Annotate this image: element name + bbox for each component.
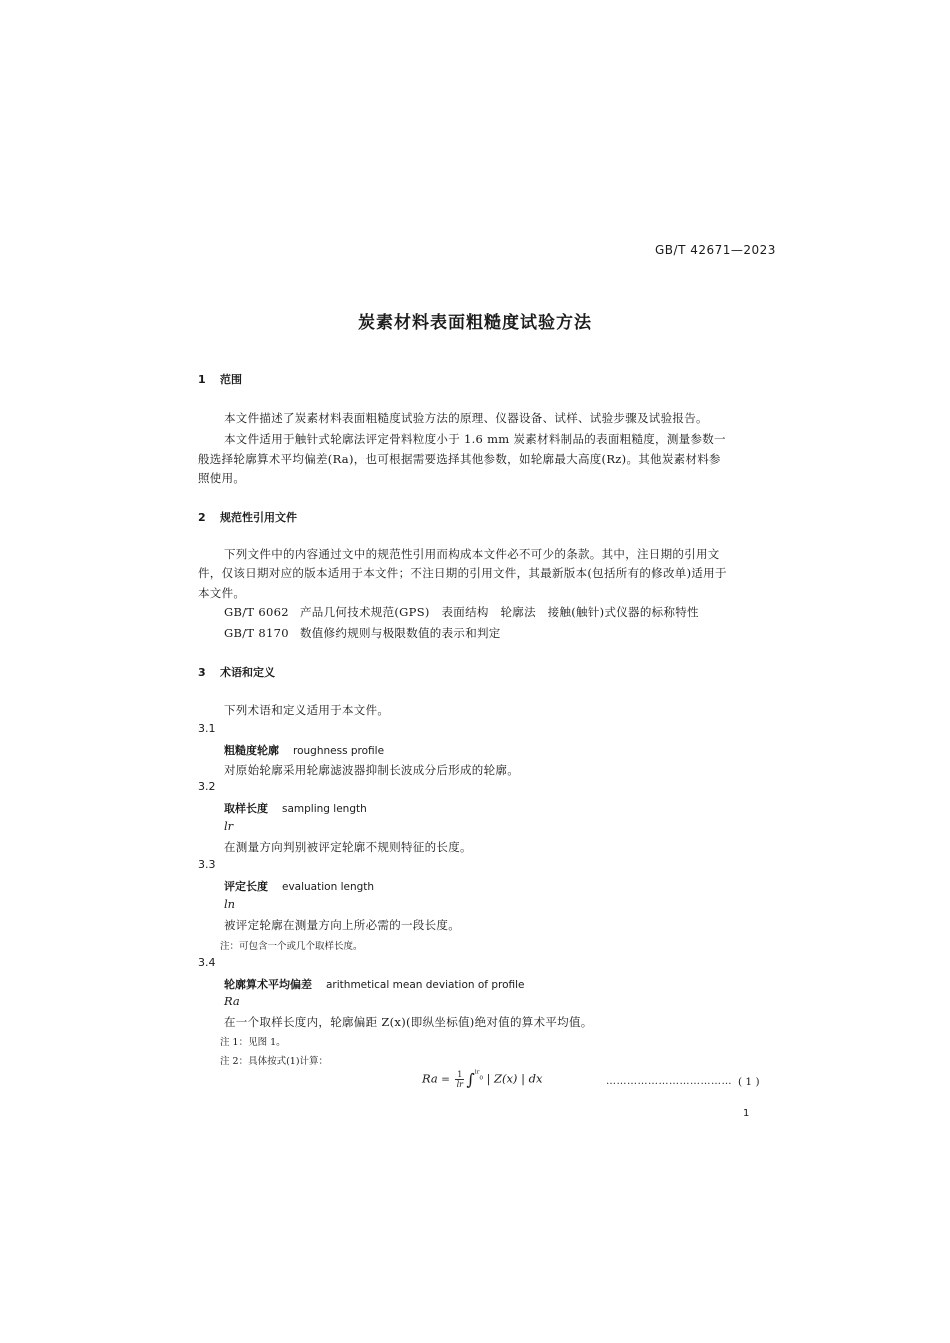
integral-lower-limit: 0 (479, 1075, 484, 1082)
reference-title: 数值修约规则与极限数值的表示和判定 (300, 626, 501, 640)
term-en: arithmetical mean deviation of profile (326, 979, 525, 991)
clause-number: 3.1 (198, 722, 216, 735)
term-definition: 在测量方向判别被评定轮廓不规则特征的长度。 (224, 840, 472, 854)
reference-code: GB/T 6062 (224, 605, 289, 619)
formula-integrand: | Z(x) | dx (486, 1071, 543, 1086)
reference-code: GB/T 8170 (224, 626, 289, 640)
section-1-paragraph: 般选择轮廓算术平均偏差(Ra)，也可根据需要选择其他参数，如轮廓最大高度(Rz)。其他炭素材料参 (198, 452, 721, 466)
clause-number: 3.4 (198, 956, 216, 969)
section-title: 术语和定义 (220, 666, 275, 679)
fraction-denominator: lr (456, 1080, 464, 1089)
term-entry (224, 976, 525, 992)
term-zh: 轮廓算术平均偏差 (224, 978, 312, 991)
term-zh: 评定长度 (224, 880, 268, 893)
section-1-paragraph: 照使用。 (198, 471, 246, 485)
section-number: 2 (198, 511, 206, 524)
section-2-paragraph: 下列文件中的内容通过文中的规范性引用而构成本文件必不可少的条款。其中，注日期的引用文 (224, 547, 720, 561)
formula-ra (422, 1070, 542, 1089)
clause-number: 3.3 (198, 858, 216, 871)
standard-number: GB/T 42671—2023 (655, 243, 776, 257)
formula-fraction (455, 1070, 464, 1089)
section-1-heading (198, 371, 242, 387)
formula-number: ( 1 ) (738, 1076, 760, 1088)
term-zh: 粗糙度轮廓 (224, 744, 279, 757)
integral-limits (474, 1070, 484, 1082)
term-definition: 被评定轮廓在测量方向上所必需的一段长度。 (224, 918, 460, 932)
normative-reference (224, 604, 699, 620)
section-3-heading (198, 664, 275, 680)
section-1-paragraph: 本文件适用于触针式轮廓法评定骨料粒度小于 1.6 mm 炭素材料制品的表面粗糙度，测量参数一 (224, 432, 726, 446)
term-en: evaluation length (282, 881, 375, 893)
document-title: 炭素材料表面粗糙度试验方法 (358, 313, 592, 333)
term-zh: 取样长度 (224, 802, 268, 815)
section-number: 1 (198, 373, 206, 386)
formula-lhs: Ra (422, 1071, 438, 1086)
section-2-paragraph: 本文件。 (198, 586, 246, 600)
normative-reference (224, 625, 501, 641)
section-number: 3 (198, 666, 206, 679)
term-entry (224, 742, 384, 758)
section-title: 范围 (220, 373, 242, 386)
term-definition: 在一个取样长度内，轮廓偏距 Z(x)(即纵坐标值)绝对值的算术平均值。 (224, 1015, 593, 1029)
reference-title: 产品几何技术规范(GPS) 表面结构 轮廓法 接触(触针)式仪器的标称特性 (300, 605, 699, 619)
term-entry (224, 800, 367, 816)
term-definition: 对原始轮廓采用轮廓滤波器抑制长波成分后形成的轮廓。 (224, 763, 519, 777)
integral-upper-limit: lr (474, 1070, 480, 1076)
term-symbol: ln (224, 897, 236, 911)
formula-leader-dots: ……………………………… (606, 1076, 732, 1087)
section-3-intro: 下列术语和定义适用于本文件。 (224, 703, 390, 717)
page-number: 1 (743, 1108, 750, 1119)
term-entry (224, 878, 374, 894)
section-2-paragraph: 件，仅该日期对应的版本适用于本文件；不注日期的引用文件，其最新版本(包括所有的修改单)适用于 (198, 566, 727, 580)
section-2-heading (198, 509, 297, 525)
term-en: sampling length (282, 803, 367, 815)
clause-number: 3.2 (198, 780, 216, 793)
formula-equals: = (441, 1073, 450, 1086)
section-title: 规范性引用文件 (220, 511, 297, 524)
term-note: 注 2：具体按式(1)计算： (220, 1056, 329, 1067)
integral-sign-icon: ∫ (466, 1070, 475, 1089)
fraction-numerator: 1 (457, 1070, 463, 1079)
term-note: 注 1：见图 1。 (220, 1037, 286, 1048)
term-en: roughness profile (293, 745, 385, 757)
term-symbol: lr (224, 819, 234, 833)
term-symbol: Ra (224, 994, 240, 1008)
section-1-paragraph: 本文件描述了炭素材料表面粗糙度试验方法的原理、仪器设备、试样、试验步骤及试验报告。 (224, 411, 708, 425)
term-note: 注：可包含一个或几个取样长度。 (220, 941, 363, 952)
